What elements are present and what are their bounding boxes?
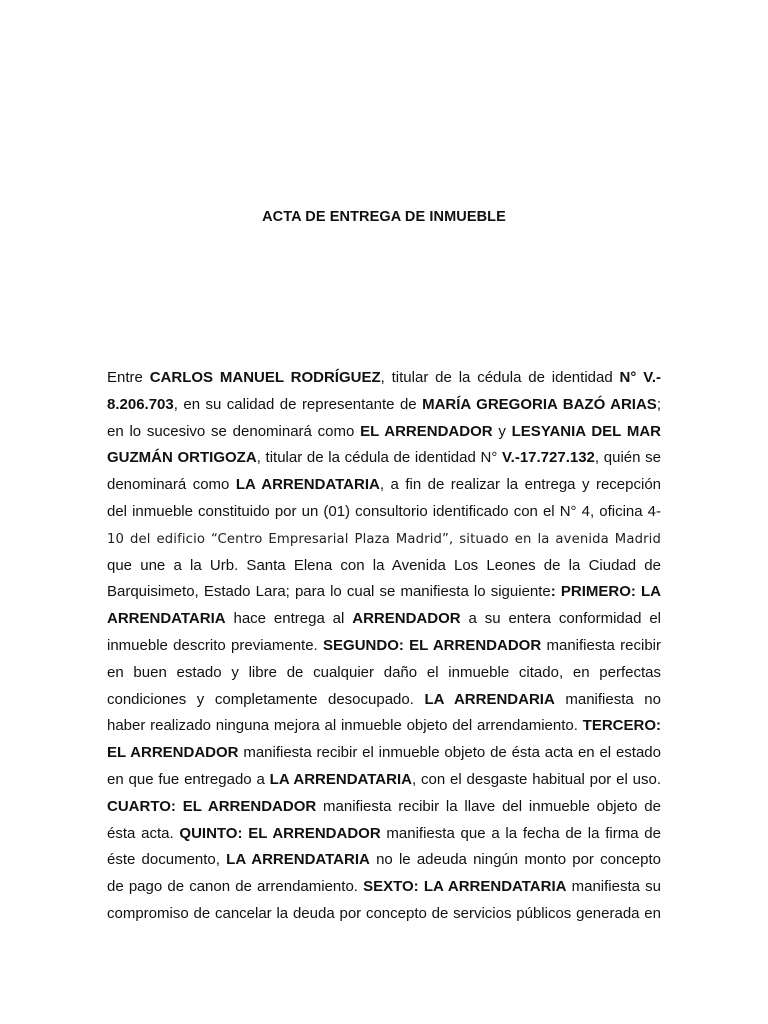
bold-text-run: : PRIMERO: LA [550, 583, 662, 601]
text-run: , a fin de realizar la entrega y recepción [379, 476, 662, 494]
bold-text-run: ARRENDADOR [352, 610, 461, 628]
text-run: manifiesta recibir el inmueble objeto de ésta acta en el estado [238, 744, 661, 762]
text-run: , en su calidad de representante de [173, 395, 423, 413]
text-run: ; [656, 395, 661, 413]
paragraph-line [107, 392, 661, 419]
paragraph-line [107, 767, 661, 794]
bold-text-run: GUZMÁN ORTIGOZA [107, 449, 257, 467]
paragraph-line [107, 579, 661, 606]
text-run: manifiesta que a la fecha de la firma de [380, 824, 661, 842]
paragraph-line [107, 874, 661, 901]
paragraph-line [107, 526, 661, 553]
bold-text-run: LA ARRENDATARIA [235, 476, 380, 494]
text-run: en buen estado y libre de cualquier daño el inmueble citado, en perfectas [107, 663, 661, 681]
text-run: manifiesta recibir [541, 636, 661, 654]
text-run: , quién se [594, 449, 662, 467]
paragraph-line [107, 687, 661, 714]
bold-text-run: TERCERO: [582, 717, 661, 735]
text-run: manifiesta no [554, 690, 661, 708]
document-body [107, 365, 661, 928]
text-run: , titular de la cédula de identidad [380, 369, 620, 386]
text-run: hace entrega al [225, 610, 353, 628]
text-run: inmueble descrito previamente. [107, 636, 324, 654]
bold-text-run: 8.206.703 [107, 395, 174, 413]
paragraph-line [107, 499, 661, 526]
paragraph-line [107, 633, 661, 660]
bold-text-run: CARLOS MANUEL RODRÍGUEZ [149, 369, 381, 386]
paragraph-line [107, 794, 661, 821]
bold-text-run: LA ARRENDARIA [424, 690, 555, 708]
bold-text-run: SEXTO: LA ARRENDATARIA [363, 878, 567, 896]
paragraph-line [107, 445, 661, 472]
paragraph-line [107, 419, 661, 446]
text-run: que une a la Urb. Santa Elena con la Avenida Los Leones de la Ciudad de [107, 556, 661, 574]
text-run: manifiesta recibir la llave del inmueble objeto de [316, 797, 661, 815]
bold-text-run: ARRENDATARIA [107, 610, 226, 628]
bold-text-run: SEGUNDO: EL ARRENDADOR [323, 636, 542, 654]
bold-text-run: LA ARRENDATARIA [269, 770, 412, 788]
bold-text-run: LESYANIA DEL MAR [511, 422, 661, 440]
bold-text-run: EL ARRENDADOR [360, 422, 493, 440]
text-run: 10 del edificio “Centro Empresarial Plaza Madrid”, situado en la avenida Madrid [107, 531, 661, 547]
document-title: ACTA DE ENTREGA DE INMUEBLE [262, 209, 506, 225]
paragraph-line [107, 660, 661, 687]
paragraph-line [107, 740, 661, 767]
text-run: a su entera conformidad el [460, 610, 662, 628]
text-run: denominará como [107, 476, 236, 494]
paragraph-line [107, 713, 661, 740]
text-run: compromiso de cancelar la deuda por concepto de servicios públicos generada en [107, 904, 661, 922]
bold-text-run: LA ARRENDATARIA [226, 851, 370, 869]
text-run: manifiesta su [566, 878, 661, 896]
text-run: , con el desgaste habitual por el uso. [411, 770, 661, 788]
text-run: condiciones y completamente desocupado. [107, 690, 425, 708]
bold-text-run: N° V.- [619, 369, 661, 386]
text-run: de pago de canon de arrendamiento. [107, 878, 364, 896]
paragraph-line [107, 606, 661, 633]
text-run: no le adeuda ningún monto por concepto [369, 851, 661, 869]
text-run: ésta acta. [107, 824, 180, 842]
text-run: en que fue entregado a [107, 770, 270, 788]
text-run: haber realizado ninguna mejora al inmueble objeto del arrendamiento. [107, 717, 583, 735]
paragraph-line [107, 472, 661, 499]
text-run: y [492, 422, 512, 440]
paragraph-line [107, 821, 661, 848]
text-run: Entre [107, 369, 150, 386]
bold-text-run: MARÍA GREGORIA BAZÓ ARIAS [422, 395, 657, 413]
bold-text-run: QUINTO: EL ARRENDADOR [179, 824, 381, 842]
bold-text-run: EL ARRENDADOR [107, 744, 239, 762]
paragraph-line [107, 901, 661, 928]
text-run: éste documento, [107, 851, 227, 869]
text-run: , titular de la cédula de identidad N° [256, 449, 503, 467]
text-run: Barquisimeto, Estado Lara; para lo cual se manifiesta lo siguiente [107, 583, 551, 601]
text-run: del inmueble constituido por un (01) consultorio identificado con el N° 4, oficina 4- [107, 502, 661, 520]
paragraph-line [107, 365, 661, 392]
paragraph-line [107, 553, 661, 580]
bold-text-run: V.-17.727.132 [502, 449, 595, 467]
paragraph-line [107, 847, 661, 874]
text-run: en lo sucesivo se denominará como [107, 422, 361, 440]
bold-text-run: CUARTO: EL ARRENDADOR [107, 797, 317, 815]
